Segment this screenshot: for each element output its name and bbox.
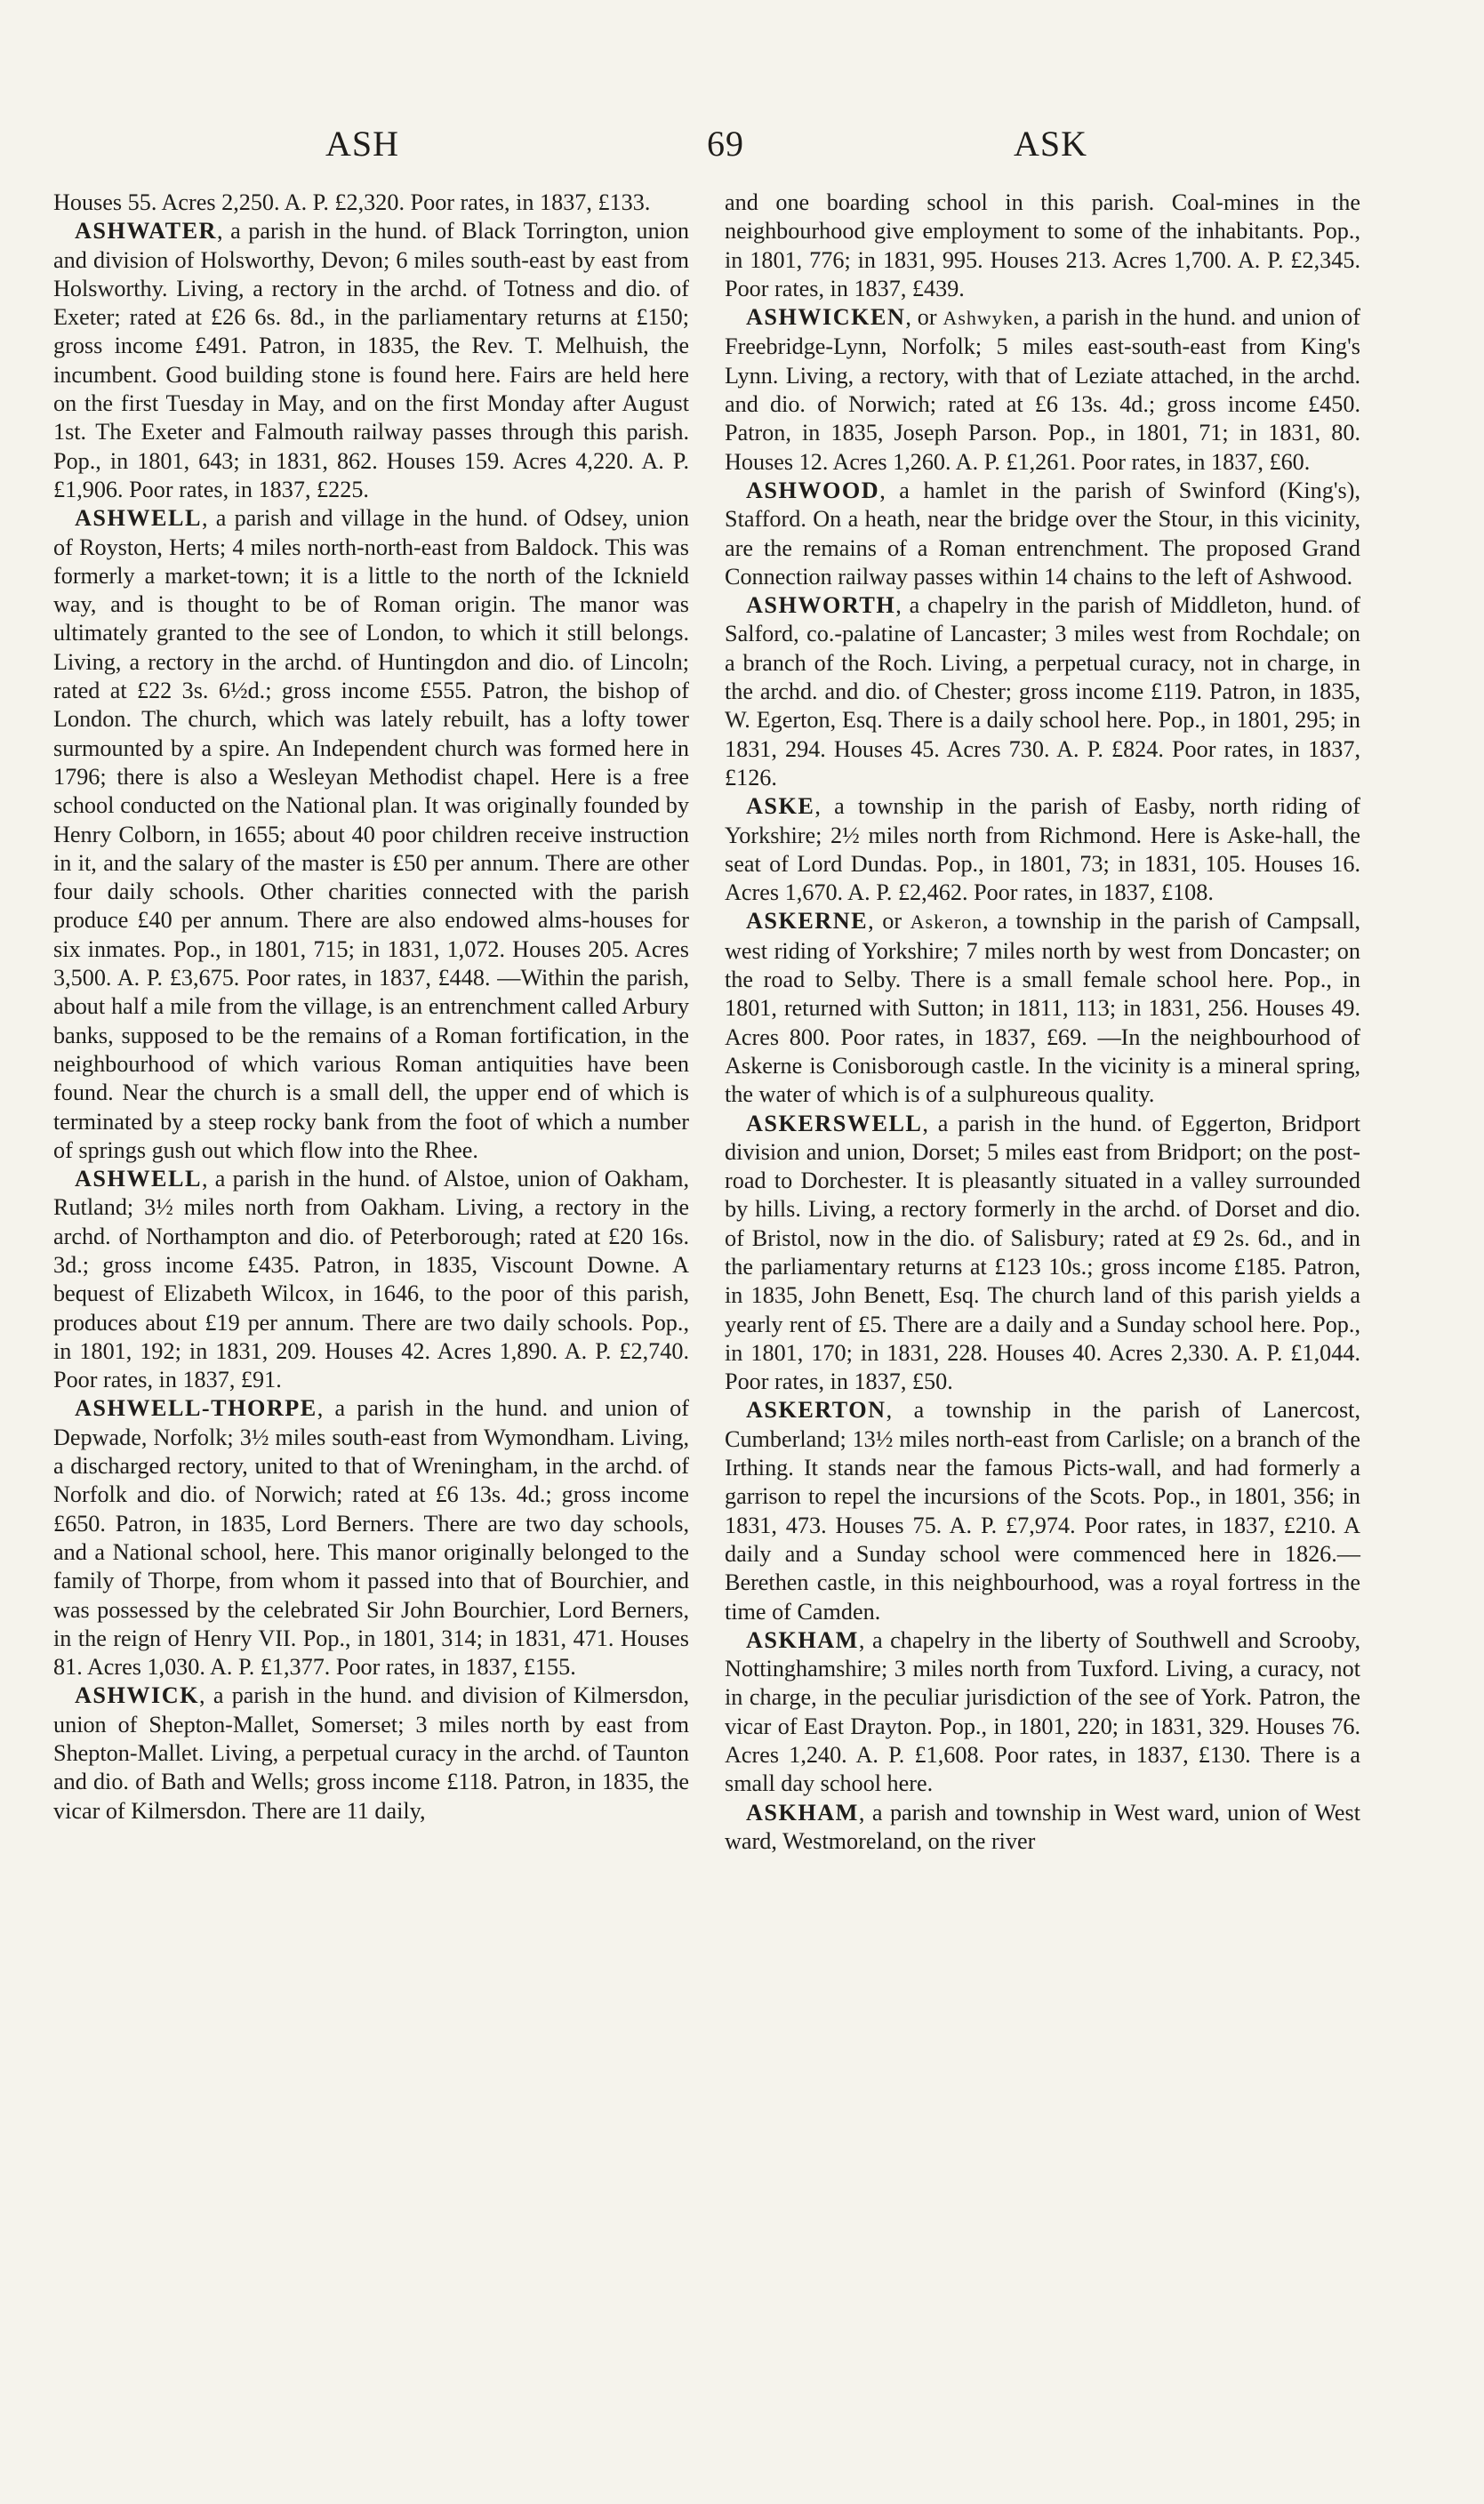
entry-text: , a chapelry in the liberty of Southwell and Scrooby, Nottinghamshire; 3 miles north from Tuxford. Living, a curacy, not in charge, in the peculiar jurisdiction of the see of York. Patron, the vicar of East Drayton. Pop., in 1801, 220; in 1831, 329. Houses 76. Acres 1,240. A. P. £1,608. Poor rates, in 1837, £130. There is a small day school here. <box>725 1626 1360 1797</box>
gazetteer-entry <box>53 1165 689 1394</box>
header-right-guideword: ASK <box>1014 124 1088 164</box>
entry-headword: ASHWOOD <box>746 477 880 503</box>
entry-text: , a parish in the hund. and union of Depwade, Norfolk; 3½ miles south-east from Wymondham. Living, a discharged rectory, united to that of Wreningham, in the archd. of Norfolk and dio. of Norwich; rated at £6 13s. 4d.; gross income £650. Patron, in 1835, Lord Berners. There are two day schools, and a National school, here. This manor originally belonged to the family of Thorpe, from whom it passed into that of Bourchier, and was possessed by the celebrated Sir John Bourchier, Lord Berners, in the reign of Henry VII. Pop., in 1801, 314; in 1831, 471. Houses 81. Acres 1,030. A. P. £1,377. Poor rates, in 1837, £155. <box>53 1395 689 1681</box>
entry-text: , a hamlet in the parish of Swinford (King's), Stafford. On a heath, near the bridge over the Stour, in this vicinity, are the remains of a Roman entrenchment. The proposed Grand Connection railway passes within 14 chains to the left of Ashwood. <box>725 477 1360 590</box>
entry-text: , a township in the parish of Easby, north riding of Yorkshire; 2½ miles north from Richmond. Here is Aske-hall, the seat of Lord Dundas. Pop., in 1801, 73; in 1831, 105. Houses 16. Acres 1,670. A. P. £2,462. Poor rates, in 1837, £108. <box>725 793 1360 906</box>
gazetteer-entry <box>725 1396 1360 1625</box>
entry-text: , a parish and village in the hund. of Odsey, union of Royston, Herts; 4 miles north-north-east from Baldock. This was formerly a market-town; it is a little to the north of the Icknield way, and is thought to be of Roman origin. The manor was ultimately granted to the see of London, to which it still belongs. Living, a rectory in the archd. of Huntingdon and dio. of Lincoln; rated at £22 3s. 6½d.; gross income £555. Patron, the bishop of London. The church, which was lately rebuilt, has a lofty tower surmounted by a spire. An Independent church was formed here in 1796; there is also a Wesleyan Methodist chapel. Here is a free school conducted on the National plan. It was originally founded by Henry Colborn, in 1655; about 40 poor children receive instruction in it, and the salary of the master is £50 per annum. There are other four daily schools. Other charities connected with the parish produce £40 per annum. There are also endowed alms-houses for six inmates. Pop., in 1801, 715; in 1831, 1,072. Houses 205. Acres 3,500. A. P. £3,675. Poor rates, in 1837, £448. —Within the parish, about half a mile from the village, is an entrenchment called Arbury banks, supposed to be the remains of a Roman fortification, in the neighbourhood of which various Roman antiquities have been found. Near the church is a small dell, the upper end of which is terminated by a steep rocky bank from the foot of which a number of springs gush out which flow into the Rhee. <box>53 505 689 1163</box>
entry-continuation: and one boarding school in this parish. Coal-mines in the neighbourhood give employment to some of the inhabitants. Pop., in 1801, 776; in 1831, 995. Houses 213. Acres 1,700. A. P. £2,345. Poor rates, in 1837, £439. <box>725 189 1360 301</box>
page-number: 69 <box>707 124 744 164</box>
entry-headword: ASHWORTH <box>746 592 896 619</box>
entry-headword: ASKHAM <box>746 1626 859 1653</box>
entry-text: , a chapelry in the parish of Middleton, hund. of Salford, co.-palatine of Lancaster; 3 miles west from Rochdale; on a branch of the Roch. Living, a perpetual curacy, not in charge, in the archd. and dio. of Chester; gross income £119. Patron, in 1835, W. Egerton, Esq. There is a daily school here. Pop., in 1801, 295; in 1831, 294. Houses 45. Acres 730. A. P. £824. Poor rates, in 1837, £126. <box>725 592 1360 791</box>
entry-headword: ASHWELL <box>75 1166 202 1192</box>
entry-headword: ASHWICK <box>75 1682 200 1709</box>
entry-text: , a parish in the hund. of Eggerton, Bridport division and union, Dorset; 5 miles east from Bridport; on the post-road to Dorchester. It is pleasantly situated in a valley surrounded by hills. Living, a rectory formerly in the archd. of Dorset and dio. of Bristol, now in the dio. of Salisbury; rated at £9 2s. 6d., and in the parliamentary returns at £123 10s.; gross income £185. Patron, in 1835, John Benett, Esq. The church land of this parish yields a yearly rent of £5. There are a daily and a Sunday school here. Pop., in 1801, 170; in 1831, 228. Houses 40. Acres 2,330. A. P. £1,044. Poor rates, in 1837, £50. <box>725 1110 1360 1395</box>
entry-headword: ASKERNE <box>746 908 869 935</box>
gazetteer-entry <box>725 1799 1360 1857</box>
gazetteer-entry <box>725 1626 1360 1799</box>
gazetteer-entry <box>53 1681 689 1825</box>
entry-headword: ASHWELL <box>75 505 202 532</box>
entry-continuation: Houses 55. Acres 2,250. A. P. £2,320. Poor rates, in 1837, £133. <box>53 189 651 215</box>
entry-headword: ASHWATER <box>75 218 217 245</box>
entry-headword: ASHWICKEN <box>746 304 906 331</box>
entry-headword: ASKE <box>746 793 815 820</box>
entry-text: , a parish in the hund. and union of Freebridge-Lynn, Norfolk; 5 miles east-south-east from King's Lynn. Living, a rectory, with that of Leziate attached, in the archd. and dio. of Norwich; rated at £6 13s. 4d.; gross income £450. Patron, in 1835, Joseph Parson. Pop., in 1801, 71; in 1831, 80. Houses 12. Acres 1,260. A. P. £1,261. Poor rates, in 1837, £60. <box>725 304 1360 475</box>
gazetteer-entry: ASKERNE, or Askeron, a township in the parish of Campsall, west riding of Yorkshire; 7 miles north by west from Doncaster; on the road to Selby. There is a small female school here. Pop., in 1801, returned with Sutton; in 1811, 113; in 1831, 256. Houses 49. Acres 800. Poor rates, in 1837, £69. —In the neighbourhood of Askerne is Conisborough castle. In the vicinity is a mineral spring, the water of which is of a sulphureous quality. <box>725 908 1360 1108</box>
entry-alias: Askeron <box>910 911 983 934</box>
entry-text: , a parish in the hund. and division of Kilmersdon, union of Shepton-Mallet, Somerset; 3 miles north by east from Shepton-Mallet. Living, a perpetual curacy in the archd. of Taunton and dio. of Bath and Wells; gross income £118. Patron, in 1835, the vicar of Kilmersdon. There are 11 daily, <box>53 1682 689 1824</box>
entry-headword: ASHWELL-THORPE <box>75 1395 317 1422</box>
gazetteer-entry <box>725 1110 1360 1397</box>
entry-text: , a parish in the hund. of Black Torrington, union and division of Holsworthy, Devon; 6 miles south-east by east from Holsworthy. Living, a rectory in the archd. of Totness and dio. of Exeter; rated at £26 6s. 8d., in the parliamentary returns at £150; gross income £491. Patron, in 1835, the Rev. T. Melhuish, the incumbent. Good building stone is found here. Fairs are held here on the first Tuesday in May, and on the first Monday after August 1st. The Exeter and Falmouth railway passes through this parish. Pop., in 1801, 643; in 1831, 862. Houses 159. Acres 4,220. A. P. £1,906. Poor rates, in 1837, £225. <box>53 218 689 502</box>
left-column <box>53 189 689 1826</box>
entry-alias: Ashwyken <box>943 307 1034 330</box>
entry-text: , a parish in the hund. of Alstoe, union of Oakham, Rutland; 3½ miles north from Oakham. Living, a rectory in the archd. of Northampton and dio. of Peterborough; rated at £20 16s. 3d.; gross income £435. Patron, in 1835, Viscount Downe. A bequest of Elizabeth Wilcox, in 1646, to the poor of this parish, produces about £19 per annum. There are two daily schools. Pop., in 1801, 192; in 1831, 209. Houses 42. Acres 1,890. A. P. £2,740. Poor rates, in 1837, £91. <box>53 1166 689 1393</box>
right-column <box>725 189 1360 1856</box>
running-header <box>0 123 1484 176</box>
gazetteer-entry <box>53 504 689 1165</box>
entry-text: , a parish and township in West ward, union of West ward, Westmoreland, on the river <box>725 1799 1360 1854</box>
gazetteer-entry <box>725 792 1360 907</box>
entry-text: , a township in the parish of Campsall, west riding of Yorkshire; 7 miles north by west from Doncaster; on the road to Selby. There is a small female school here. Pop., in 1801, returned with Sutton; in 1811, 113; in 1831, 256. Houses 49. Acres 800. Poor rates, in 1837, £69. —In the neighbourhood of Askerne is Conisborough castle. In the vicinity is a mineral spring, the water of which is of a sulphureous quality. <box>725 908 1360 1108</box>
gazetteer-entry: ASHWICKEN, or Ashwyken, a parish in the hund. and union of Freebridge-Lynn, Norfolk; 5 miles east-south-east from King's Lynn. Living, a rectory, with that of Leziate attached, in the archd. and dio. of Norwich; rated at £6 13s. 4d.; gross income £450. Patron, in 1835, Joseph Parson. Pop., in 1801, 71; in 1831, 80. Houses 12. Acres 1,260. A. P. £1,261. Poor rates, in 1837, £60. <box>725 304 1360 475</box>
gazetteer-entry <box>53 1394 689 1681</box>
header-left-guideword: ASH <box>325 124 400 164</box>
entry-text: , a township in the parish of Lanercost, Cumberland; 13½ miles north-east from Carlisle; on a branch of the Irthing. It stands near the famous Picts-wall, and had formerly a garrison to repel the incursions of the Scots. Pop., in 1801, 356; in 1831, 473. Houses 75. A. P. £7,974. Poor rates, in 1837, £210. A daily and a Sunday school were commenced here in 1826.—Berethen castle, in this neighbourhood, was a royal fortress in the time of Camden. <box>725 1397 1360 1625</box>
gazetteer-entry <box>725 477 1360 591</box>
entry-headword: ASKERSWELL <box>746 1110 923 1136</box>
gazetteer-entry <box>725 591 1360 792</box>
entry-headword: ASKERTON <box>746 1397 886 1424</box>
entry-headword: ASKHAM <box>746 1799 859 1826</box>
gazetteer-entry <box>53 217 689 504</box>
